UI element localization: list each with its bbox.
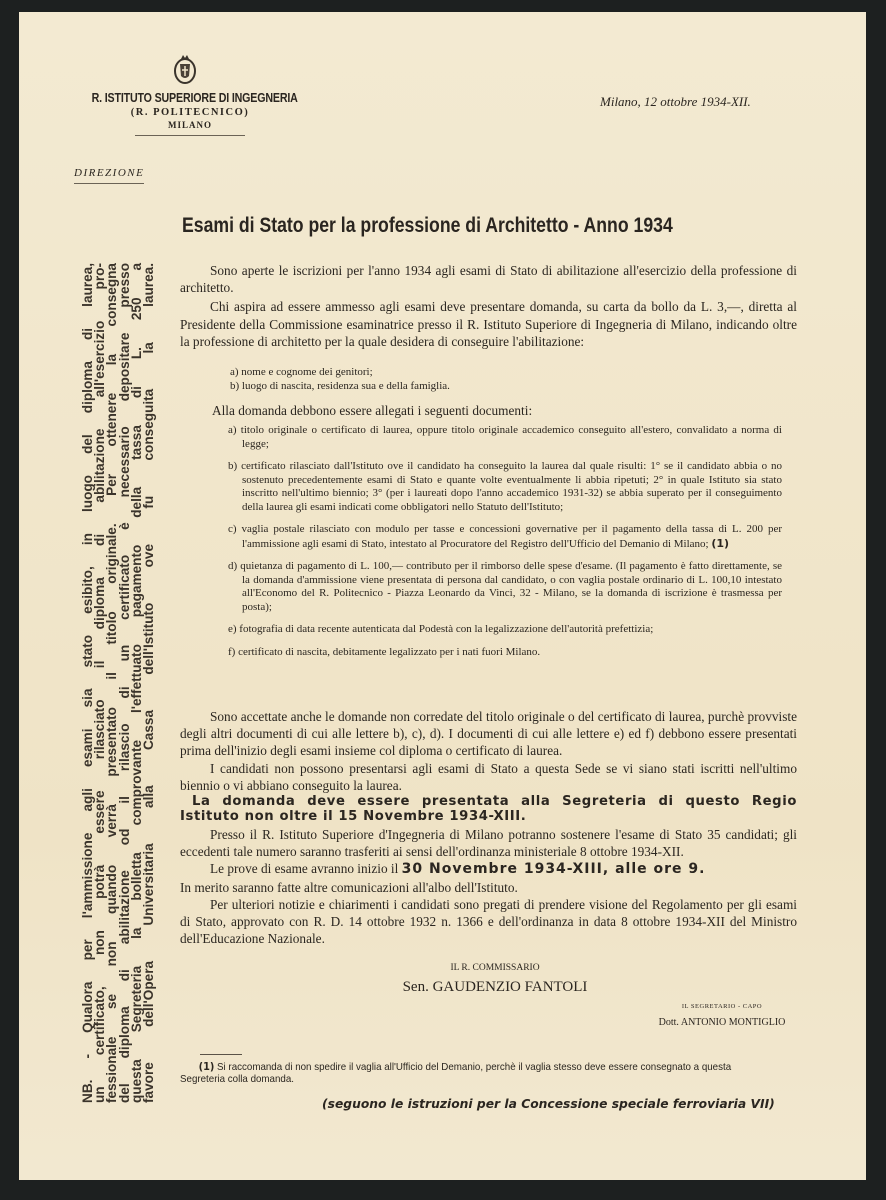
- document-date: Milano, 12 ottobre 1934-XII.: [600, 94, 751, 109]
- footnote: [180, 1061, 755, 1085]
- paragraph: Sono accettate anche le domande non corredate del titolo originale o del certificato di laurea, purchè provviste degli altri documenti di cui alle lettere b), c), d). I documenti di cui alle lettere e) ed f) debbono essere presentati prima dell'inizio degli esami insieme col diploma o certificato di laurea.: [180, 709, 797, 759]
- commissioner-name: Sen. GAUDENZIO FANTOLI: [402, 979, 588, 995]
- paragraph: Sono aperte le iscrizioni per l'anno 1934 agli esami di Stato di abilitazione all'esercizio della professione di architetto.: [180, 263, 797, 296]
- side-note-line: NB. - Qualora per l'ammissione agli esami sia stato esibito, in luogo del diploma di laurea,: [80, 263, 95, 1103]
- documents-list: [228, 424, 782, 668]
- paragraph: In merito saranno fatte altre comunicazioni all'albo dell'Istituto.: [180, 879, 518, 895]
- deadline-text: La domanda deve essere presentata alla Segreteria di questo Regio Istituto non oltre il 15 Novembre 1934-XIII.: [180, 794, 797, 824]
- list-item: d) quietanza di pagamento di L. 100,— contributo per il rimborso delle spese d'esame. (Il pagamento è fatto direttamente, se la domanda d'ammissione viene presentata di persona dal candidato, o con vaglia postale ordinario di L. 100,10 intestato all'Economo del R. Politecnico - Piazza Leonardo da Vinci, 32 - Milano, se la domanda di iscrizione è trasmessa per posta);: [228, 560, 782, 613]
- document-title: Esami di Stato per la professione di Architetto - Anno 1934: [182, 214, 673, 237]
- office-label: DIREZIONE: [74, 167, 144, 184]
- commissioner-signature: [380, 963, 610, 996]
- footnote-text: Si raccomanda di non spedire il vaglia all'Ufficio del Demanio, perchè il vaglia stesso deve essere consegnato a questa Segreteria colla domanda.: [180, 1061, 732, 1085]
- list-item: a) titolo originale o certificato di laurea, oppure titolo originale accademico conseguito all'estero, convalidato a norma di legge;: [228, 424, 782, 450]
- footnote-rule: [200, 1054, 242, 1055]
- side-note-line: favore dell'Opera Universitaria alla Cassa dell'Istituto ove fu conseguita la laurea.: [141, 263, 157, 1103]
- exam-start-prefix: Le prove di esame avranno inizio il: [210, 861, 399, 877]
- deadline-notice: [180, 794, 797, 824]
- list-item: [228, 460, 782, 514]
- application-items: [230, 366, 790, 393]
- side-note-line: fessionale se non quando verrà presentato il titolo originale. Per ottenere la consegna: [104, 263, 120, 1103]
- institute-header: [70, 90, 310, 136]
- documents-heading: Alla domanda debbono essere allegati i seguenti documenti:: [212, 403, 533, 418]
- secretary-name: Dott. ANTONIO MONTIGLIO: [658, 1017, 786, 1028]
- secretary-signature: [642, 1003, 802, 1028]
- list-item: e) fotografia di data recente autenticata dal Podestà con la legalizzazione dell'autorità prefettizia;: [228, 623, 654, 635]
- side-note-line: questa Segreteria la bolletta comprovante l'effettuato pagamento della tassa di L. 250 a: [128, 263, 144, 1103]
- list-item: [228, 523, 782, 551]
- continuation-note: (seguono le istruzioni per la Concessione speciale ferroviaria VII): [322, 1097, 775, 1111]
- side-note-line: un certificato, non potrà essere rilasciato il diploma di abilitazione all'esercizio pro-: [92, 263, 108, 1103]
- list-item-text: c) vaglia postale rilasciato con modulo per tasse e concessioni governative per il pagamento della tassa di L. 200 per l'ammissione agli esami di Stato, intestato al Procuratore del Registro dell'Ufficio del Demanio di Milano;: [228, 523, 782, 550]
- footnote-marker: (1): [198, 1061, 215, 1073]
- paragraph: I candidati non possono presentarsi agli esami di Stato a questa Sede se vi siano stati iscritti nell'ultimo biennio o vi abbiano conseguito la laurea.: [180, 760, 797, 793]
- footnote-marker: (1): [711, 536, 730, 550]
- paragraph: Per ulteriori notizie e chiarimenti i candidati sono pregati di prendere visione del Regolamento per gli esami di Stato, approvato con R. D. 14 ottobre 1932 n. 1366 e dell'ordinanza in data 8 ottobre 1934-XII del Ministro dell'Educazione Nazionale.: [180, 896, 797, 947]
- institute-subtitle: (R. POLITECNICO): [130, 107, 250, 118]
- secretary-title: IL SEGRETARIO - CAPO: [681, 1003, 763, 1010]
- intro-section: [180, 262, 797, 350]
- divider: [135, 135, 245, 136]
- side-note-line: del diploma di abilitazione od il rilascio di un certificato è necessario depositare presso: [116, 263, 132, 1103]
- conditions-section: [180, 708, 797, 794]
- exam-section: [180, 826, 797, 947]
- commissioner-title: IL R. COMMISSARIO: [450, 963, 540, 973]
- institute-name: R. ISTITUTO SUPERIORE DI INGEGNERIA: [91, 90, 298, 105]
- royal-emblem-icon: [172, 52, 198, 86]
- list-item-text: b) certificato rilasciato dall'Istituto ove il candidato ha conseguito la laurea dal quale risulti: 1° se il candidato abbia o no sostenuto precedentemente esami di Stato e quante volte eventualmente li abbia ripetuti; 2° in quale Istituto sia stato inscritto nell'ultimo biennio; 3° (per i laureati dopo l'anno accademico 1931-32) se abbia superato per il conseguimento della laurea gli esami indicati come obbligatori nello Statuto dell'Istituto;: [228, 460, 782, 513]
- institute-city: MILANO: [168, 120, 212, 130]
- paragraph: Presso il R. Istituto Superiore d'Ingegneria di Milano potranno sostenere l'esame di Stato 35 candidati; gli eccedenti tale numero saranno trasferiti ai sensi dell'ordinanza ministeriale 8 ottobre 1934-XII.: [180, 827, 797, 860]
- list-item: f) certificato di nascita, debitamente legalizzato per i nati fuori Milano.: [228, 645, 541, 658]
- side-note: [82, 263, 158, 1103]
- paragraph: [180, 860, 797, 878]
- exam-start-date: 30 Novembre 1934-XIII, alle ore 9.: [401, 861, 706, 878]
- list-item: b) luogo di nascita, residenza sua e della famiglia.: [230, 379, 450, 392]
- paragraph: Chi aspira ad essere ammesso agli esami deve presentare domanda, su carta da bollo da L. 3,—, diretta al Presidente della Commissione esaminatrice presso il R. Istituto Superiore di Ingegneria di Milano, indicando oltre la professione di architetto per la quale desidera di conseguire l'abilitazione:: [180, 299, 797, 349]
- list-item: a) nome e cognome dei genitori;: [230, 366, 373, 378]
